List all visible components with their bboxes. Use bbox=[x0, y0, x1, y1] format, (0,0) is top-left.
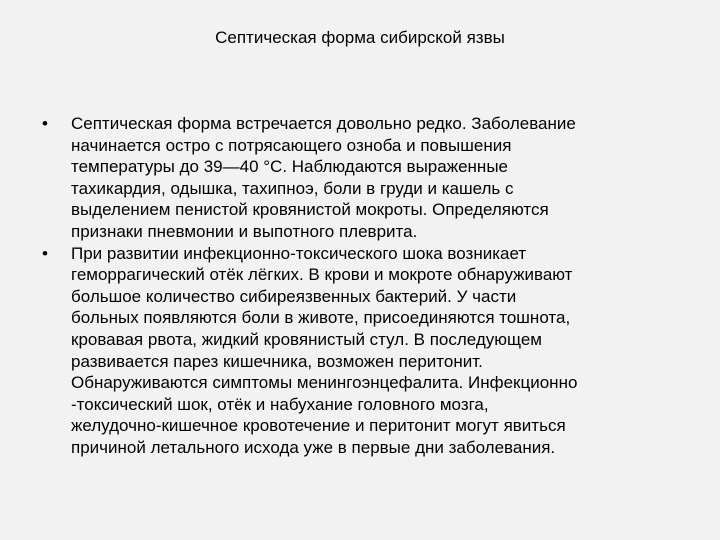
bullet-text-line: тахикардия, одышка, тахипноэ, боли в груди и кашель с bbox=[71, 178, 514, 198]
bullet-text-line: признаки пневмонии и выпотного плеврита. bbox=[71, 221, 418, 241]
bullet-list bbox=[40, 113, 680, 459]
bullet-text-line: причиной летального исхода уже в первые дни заболевания. bbox=[71, 437, 556, 457]
bullet-marker: • bbox=[42, 114, 48, 133]
bullet-text-line: температуры до 39—40 °С. Наблюдаются выраженные bbox=[71, 157, 508, 177]
bullet-text-line: Септическая форма встречается довольно редко. Заболевание bbox=[71, 114, 576, 133]
bullet-text-line: развивается парез кишечника, возможен перитонит. bbox=[71, 351, 483, 371]
bullet-text-line: кровавая рвота, жидкий кровянистый стул. В последующем bbox=[71, 329, 542, 349]
bullet-text-line: больных появляются боли в животе, присоединяются тошнота, bbox=[71, 308, 571, 328]
bullet-text-line: геморрагический отёк лёгких. В крови и мокроте обнаруживают bbox=[71, 265, 573, 285]
bullet-text-line: -токсический шок, отёк и набухание головного мозга, bbox=[71, 394, 489, 414]
bullet-item bbox=[40, 113, 680, 243]
slide-title: Септическая форма сибирской язвы bbox=[215, 28, 505, 47]
bullet-text-line: желудочно-кишечное кровотечение и перитонит могут явиться bbox=[71, 416, 566, 436]
bullet-item bbox=[40, 243, 680, 459]
bullet-marker: • bbox=[42, 243, 48, 263]
bullet-text-line: выделением пенистой кровянистой мокроты. Определяются bbox=[71, 200, 549, 220]
bullet-text-line: большое количество сибиреязвенных бактерий. У части bbox=[71, 286, 517, 306]
bullet-text-line: начинается остро с потрясающего озноба и повышения bbox=[71, 135, 512, 155]
bullet-text-line: При развитии инфекционно-токсического шока возникает bbox=[71, 243, 527, 263]
bullet-text-line: Обнаруживаются симптомы менингоэнцефалита. Инфекционно bbox=[71, 373, 578, 393]
